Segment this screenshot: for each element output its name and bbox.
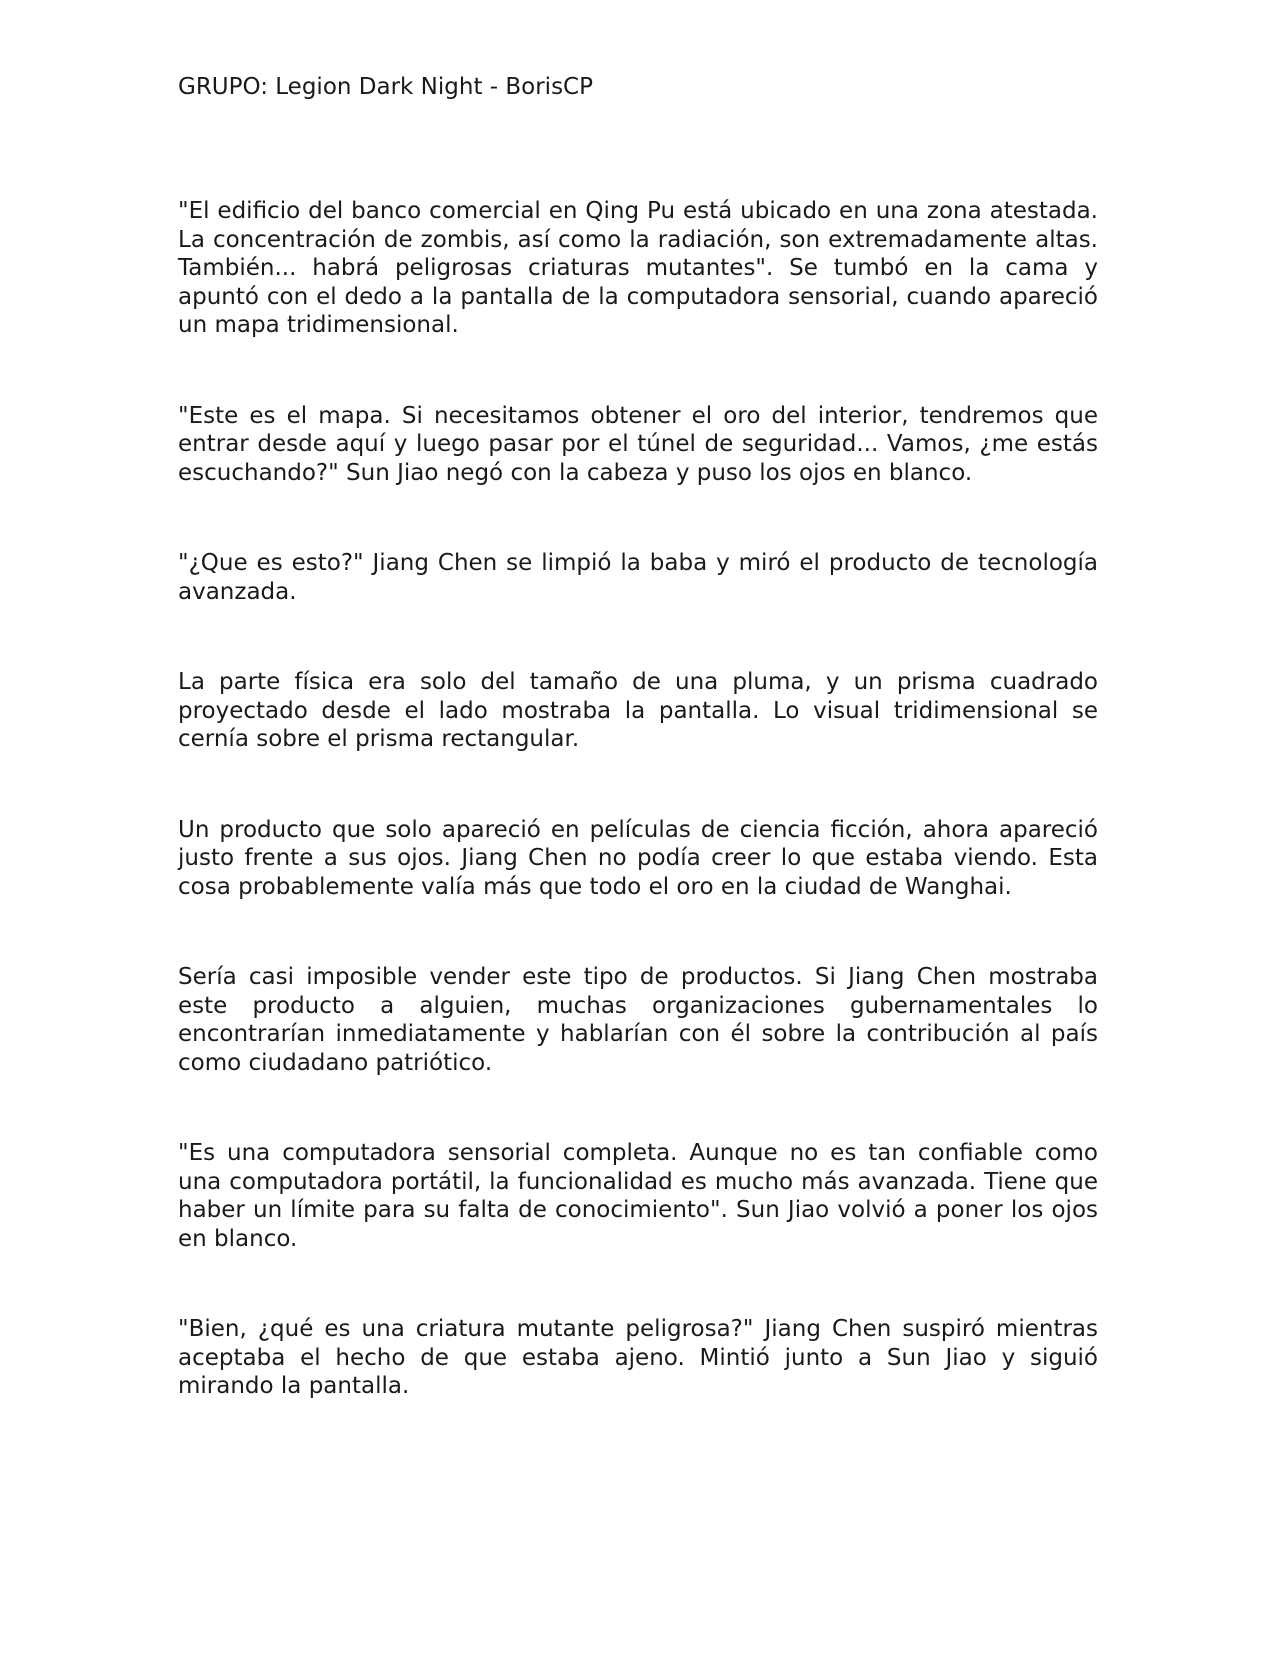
paragraph-6: Sería casi imposible vender este tipo de productos. Si Jiang Chen mostraba este producto a alguien, muchas organizaciones gubernamentales lo encontrarían inmediatamente y hablarían con él sobre la contribución al país como ciudadano patriótico. — [178, 964, 1098, 1076]
group-header: GRUPO: Legion Dark Night - BorisCP — [178, 74, 593, 100]
paragraph-3: "¿Que es esto?" Jiang Chen se limpió la baba y miró el producto de tecnología avanzada. — [178, 550, 1098, 605]
paragraph-4: La parte física era solo del tamaño de una pluma, y un prisma cuadrado proyectado desde el lado mostraba la pantalla. Lo visual tridimensional se cernía sobre el prisma rectangular. — [178, 669, 1098, 752]
paragraph-1: "El edificio del banco comercial en Qing Pu está ubicado en una zona atestada. La concentración de zombis, así como la radiación, son extremadamente altas. También... habrá peligrosas criaturas mutantes". Se tumbó en la cama y apuntó con el dedo a la pantalla de la computadora sensorial, cuando apareció un mapa tridimensional. — [178, 198, 1098, 338]
paragraph-7: "Es una computadora sensorial completa. Aunque no es tan confiable como una computadora portátil, la funcionalidad es mucho más avanzada. Tiene que haber un límite para su falta de conocimiento". Sun Jiao volvió a poner los ojos en blanco. — [178, 1140, 1098, 1252]
paragraph-5: Un producto que solo apareció en películas de ciencia ficción, ahora apareció justo frente a sus ojos. Jiang Chen no podía creer lo que estaba viendo. Esta cosa probablemente valía más que todo el oro en la ciudad de Wanghai. — [178, 816, 1098, 900]
paragraph-2: "Este es el mapa. Si necesitamos obtener el oro del interior, tendremos que entrar desde aquí y luego pasar por el túnel de seguridad... Vamos, ¿me estás escuchando?" Sun Jiao negó con la cabeza y puso los ojos en blanco. — [178, 402, 1098, 486]
paragraph-8: "Bien, ¿qué es una criatura mutante peligrosa?" Jiang Chen suspiró mientras aceptaba el hecho de que estaba ajeno. Mintió junto a Sun Jiao y siguió mirando la pantalla. — [178, 1316, 1098, 1399]
document-page — [178, 72, 1098, 1463]
